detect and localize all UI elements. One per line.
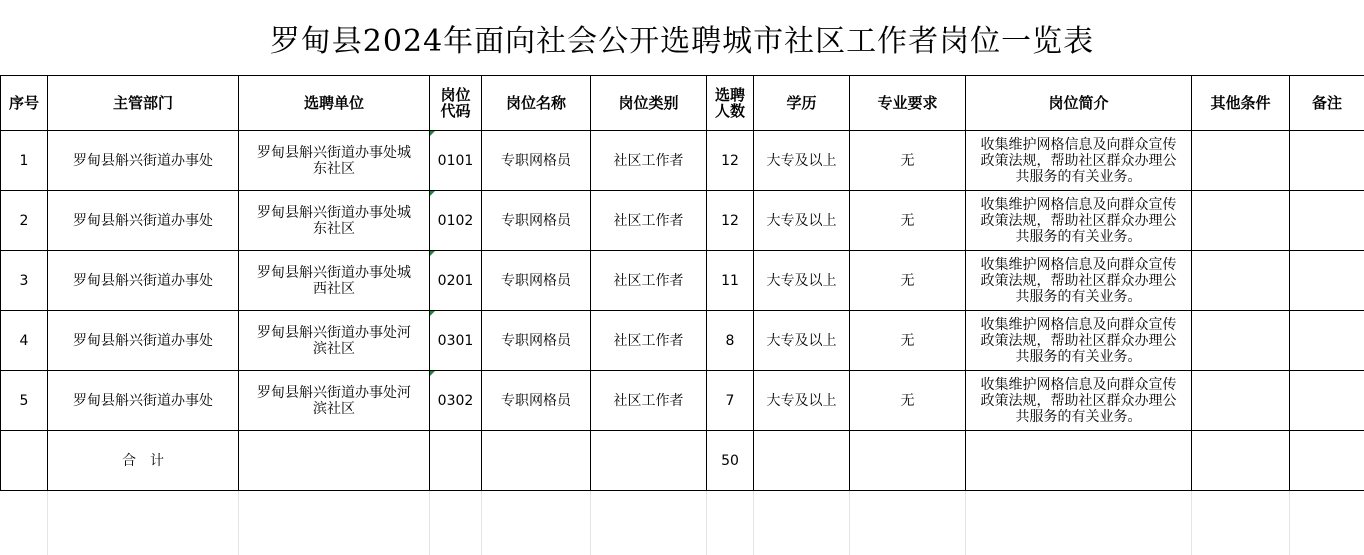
- cell-category: 社区工作者: [591, 311, 707, 371]
- cell-major: 无: [850, 191, 966, 251]
- header-code-line2: 代码: [440, 102, 471, 120]
- cell-name: 专职网格员: [482, 131, 591, 191]
- cell-note: [1290, 191, 1364, 251]
- page-title: 罗甸县2024年面向社会公开选聘城市社区工作者岗位一览表: [269, 23, 1095, 59]
- gridline: [1289, 491, 1290, 555]
- cell-dept: 罗甸县斛兴街道办事处: [48, 311, 239, 371]
- cell-other: [1192, 311, 1290, 371]
- cell-count: 12: [707, 131, 754, 191]
- cell-other: [1192, 371, 1290, 431]
- cell-edu: 大专及以上: [754, 371, 850, 431]
- cell-intro: [966, 371, 1192, 431]
- cell-intro-line3: 共服务的有关业务。: [1015, 408, 1142, 425]
- gridline: [1191, 491, 1192, 555]
- cell-intro-line3: 共服务的有关业务。: [1015, 168, 1142, 185]
- header-code-line1: 岗位: [440, 86, 471, 104]
- cell-major: 无: [850, 131, 966, 191]
- gridline: [429, 491, 430, 555]
- cell-intro: [966, 251, 1192, 311]
- cell-other: [1192, 131, 1290, 191]
- cell-intro-line3: 共服务的有关业务。: [1015, 348, 1142, 365]
- table-row: [1, 311, 1364, 371]
- gridline: [965, 491, 966, 555]
- total-empty-cell: [966, 431, 1192, 491]
- cell-count: 8: [707, 311, 754, 371]
- header-intro: 岗位简介: [966, 76, 1192, 131]
- cell-other: [1192, 191, 1290, 251]
- cell-unit-line1: 罗甸县斛兴街道办事处城: [257, 144, 411, 161]
- cell-seq: 1: [1, 131, 48, 191]
- cell-intro-line1: 收集维护网格信息及向群众宣传: [980, 376, 1177, 393]
- cell-major: 无: [850, 251, 966, 311]
- cell-unit: [239, 191, 430, 251]
- total-empty-cell: [850, 431, 966, 491]
- cell-major: 无: [850, 311, 966, 371]
- total-seq-cell: [1, 431, 48, 491]
- header-other: 其他条件: [1192, 76, 1290, 131]
- cell-note: [1290, 371, 1364, 431]
- cell-category: 社区工作者: [591, 371, 707, 431]
- cell-edu: 大专及以上: [754, 191, 850, 251]
- cell-intro-line2: 政策法规，帮助社区群众办理公: [980, 272, 1177, 289]
- total-empty-cell: [239, 431, 430, 491]
- cell-intro-line2: 政策法规，帮助社区群众办理公: [980, 152, 1177, 169]
- cell-major: 无: [850, 371, 966, 431]
- cell-unit-line2: 滨社区: [313, 400, 355, 417]
- cell-count: 7: [707, 371, 754, 431]
- header-row: [1, 76, 1364, 131]
- cell-note: [1290, 251, 1364, 311]
- total-empty-cell: [754, 431, 850, 491]
- header-code: [430, 76, 482, 131]
- cell-edu: 大专及以上: [754, 131, 850, 191]
- cell-dept: 罗甸县斛兴街道办事处: [48, 371, 239, 431]
- cell-category: 社区工作者: [591, 131, 707, 191]
- cell-dept: 罗甸县斛兴街道办事处: [48, 131, 239, 191]
- cell-seq: 3: [1, 251, 48, 311]
- gridline: [706, 491, 707, 555]
- cell-intro: [966, 191, 1192, 251]
- cell-unit: [239, 251, 430, 311]
- cell-intro-line2: 政策法规，帮助社区群众办理公: [980, 392, 1177, 409]
- table-row: [1, 191, 1364, 251]
- gridline: [590, 491, 591, 555]
- total-empty-cell: [1290, 431, 1364, 491]
- cell-unit: [239, 311, 430, 371]
- gridline: [481, 491, 482, 555]
- cell-intro-line2: 政策法规，帮助社区群众办理公: [980, 212, 1177, 229]
- cell-edu: 大专及以上: [754, 251, 850, 311]
- gridline: [47, 491, 48, 555]
- cell-unit-line1: 罗甸县斛兴街道办事处河: [257, 324, 411, 341]
- total-empty-cell: [1192, 431, 1290, 491]
- cell-edu: 大专及以上: [754, 311, 850, 371]
- table-row: [1, 131, 1364, 191]
- cell-intro-line1: 收集维护网格信息及向群众宣传: [980, 316, 1177, 333]
- header-count-line1: 选聘: [714, 86, 745, 104]
- cell-category: 社区工作者: [591, 251, 707, 311]
- header-count: [707, 76, 754, 131]
- positions-table: [0, 75, 1364, 491]
- cell-intro: [966, 131, 1192, 191]
- cell-note: [1290, 131, 1364, 191]
- cell-intro-line1: 收集维护网格信息及向群众宣传: [980, 136, 1177, 153]
- cell-unit: [239, 131, 430, 191]
- total-empty-cell: [591, 431, 707, 491]
- cell-category: 社区工作者: [591, 191, 707, 251]
- cell-other: [1192, 251, 1290, 311]
- header-note: 备注: [1290, 76, 1364, 131]
- cell-code: 0301: [430, 311, 482, 371]
- cell-code: 0302: [430, 371, 482, 431]
- cell-count: 11: [707, 251, 754, 311]
- table-row: [1, 371, 1364, 431]
- cell-count: 12: [707, 191, 754, 251]
- header-category: 岗位类别: [591, 76, 707, 131]
- cell-unit-line2: 滨社区: [313, 340, 355, 357]
- gridline: [238, 491, 239, 555]
- total-label: 合 计: [48, 431, 239, 491]
- cell-unit-line2: 西社区: [313, 280, 355, 297]
- cell-dept: 罗甸县斛兴街道办事处: [48, 251, 239, 311]
- cell-name: 专职网格员: [482, 191, 591, 251]
- cell-seq: 4: [1, 311, 48, 371]
- total-empty-cell: [482, 431, 591, 491]
- empty-sheet-gridlines: [0, 491, 1364, 555]
- cell-intro: [966, 311, 1192, 371]
- cell-intro-line3: 共服务的有关业务。: [1015, 228, 1142, 245]
- cell-unit-line1: 罗甸县斛兴街道办事处城: [257, 264, 411, 281]
- cell-code: 0102: [430, 191, 482, 251]
- cell-unit-line2: 东社区: [313, 160, 355, 177]
- cell-unit-line2: 东社区: [313, 220, 355, 237]
- cell-intro-line2: 政策法规，帮助社区群众办理公: [980, 332, 1177, 349]
- cell-code: 0201: [430, 251, 482, 311]
- cell-dept: 罗甸县斛兴街道办事处: [48, 191, 239, 251]
- gridline: [849, 491, 850, 555]
- gridline: [753, 491, 754, 555]
- header-unit: 选聘单位: [239, 76, 430, 131]
- table-row: [1, 251, 1364, 311]
- cell-seq: 2: [1, 191, 48, 251]
- header-seq: 序号: [1, 76, 48, 131]
- header-name: 岗位名称: [482, 76, 591, 131]
- cell-name: 专职网格员: [482, 251, 591, 311]
- cell-seq: 5: [1, 371, 48, 431]
- cell-intro-line3: 共服务的有关业务。: [1015, 288, 1142, 305]
- cell-name: 专职网格员: [482, 371, 591, 431]
- total-count: 50: [707, 431, 754, 491]
- total-row: [1, 431, 1364, 491]
- header-major: 专业要求: [850, 76, 966, 131]
- cell-name: 专职网格员: [482, 311, 591, 371]
- cell-unit: [239, 371, 430, 431]
- header-dept: 主管部门: [48, 76, 239, 131]
- cell-unit-line1: 罗甸县斛兴街道办事处城: [257, 204, 411, 221]
- cell-unit-line1: 罗甸县斛兴街道办事处河: [257, 384, 411, 401]
- cell-code: 0101: [430, 131, 482, 191]
- cell-intro-line1: 收集维护网格信息及向群众宣传: [980, 256, 1177, 273]
- header-edu: 学历: [754, 76, 850, 131]
- cell-note: [1290, 311, 1364, 371]
- total-empty-cell: [430, 431, 482, 491]
- cell-intro-line1: 收集维护网格信息及向群众宣传: [980, 196, 1177, 213]
- header-count-line2: 人数: [714, 102, 745, 120]
